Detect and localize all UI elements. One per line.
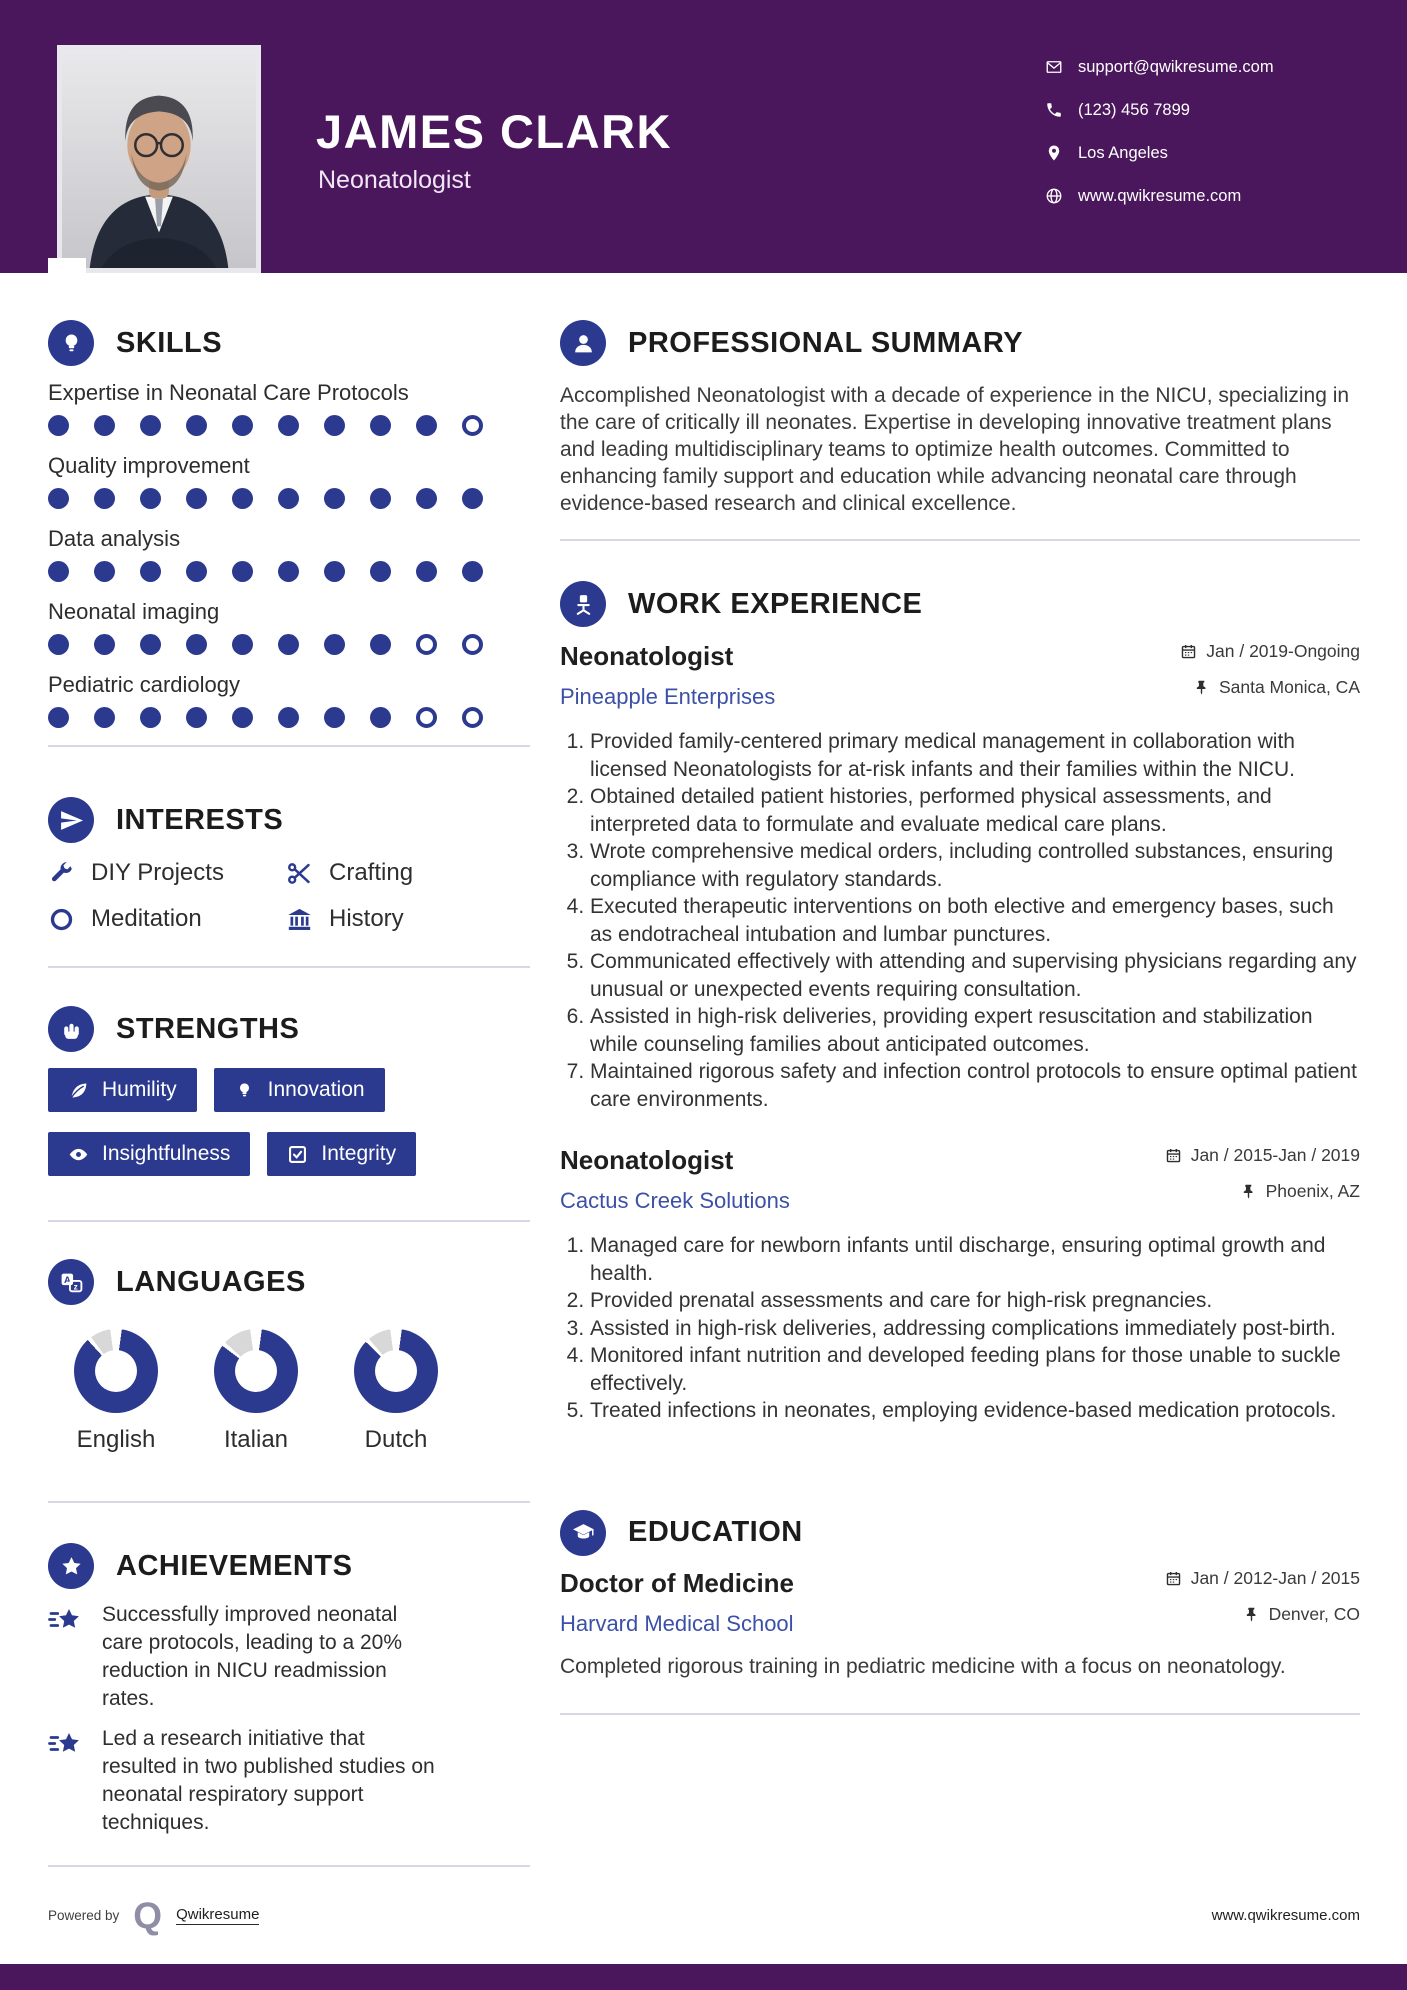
education-heading (560, 1510, 1360, 1556)
job-bullet: 3. Wrote comprehensive medical orders, including controlled substances, ensuring compliance with regulatory standards. (590, 838, 1360, 893)
person-name: JAMES CLARK (316, 105, 672, 158)
skill-rating-dot (324, 634, 345, 655)
shooting-star-icon (48, 1727, 84, 1763)
summary-text: Accomplished Neonatologist with a decade of experience in the NICU, specializing in the care of critically ill neonates. Expertise in developing innovative treatment plans and leading multidisciplinary teams to optimize health outcomes. Committed to enhancing family support and education while advancing neonatal care through evidence-based research and clinical excellence. (560, 384, 1350, 515)
languages-section (48, 1259, 530, 1503)
job-bullet: 3. Assisted in high-risk deliveries, addressing complications immediately post-birth. (590, 1315, 1360, 1343)
skill-rating-dot (94, 488, 115, 509)
skill-label: Neonatal imaging (48, 599, 220, 624)
achievements-list (48, 1601, 530, 1837)
strength-label: Innovation (267, 1078, 365, 1101)
globe-icon (1045, 187, 1063, 205)
jobs-list (560, 641, 1360, 1425)
job-entry (560, 641, 1360, 1113)
strength-label: Insightfulness (102, 1142, 231, 1165)
education-title: EDUCATION (628, 1516, 803, 1548)
pushpin-icon (1193, 679, 1210, 696)
skill-rating-dot (140, 634, 161, 655)
summary-title: PROFESSIONAL SUMMARY (628, 326, 1024, 359)
skill-rating-dot (48, 707, 69, 728)
job-location-text: Phoenix, AZ (1265, 1181, 1360, 1201)
language-label: English (76, 1426, 156, 1453)
profile-photo-illustration (62, 50, 256, 268)
paper-plane-icon (48, 797, 94, 843)
skill-rating-dot (462, 488, 483, 509)
interest-label: Meditation (91, 905, 202, 932)
bottom-accent-bar (0, 1964, 1407, 1990)
job-title: Neonatologist (560, 1145, 734, 1175)
skill-rating (48, 561, 530, 582)
achievement-text: Led a research initiative that resulted in two published studies on neonatal respiratory support techniques. (102, 1727, 435, 1834)
skill-item (48, 672, 530, 728)
strength-badge (48, 1132, 250, 1176)
skills-list (48, 380, 530, 728)
skill-rating-dot (232, 488, 253, 509)
qwikresume-brand-link[interactable]: Qwikresume (176, 1905, 260, 1923)
job-bullet: 1. Managed care for newborn infants until discharge, ensuring optimal growth and health. (590, 1232, 1360, 1287)
circle-icon (48, 906, 75, 933)
skill-rating-dot (140, 415, 161, 436)
school-link[interactable]: Harvard Medical School (560, 1610, 794, 1636)
work-experience-title: WORK EXPERIENCE (628, 587, 923, 620)
job-company-link[interactable]: Cactus Creek Solutions (560, 1188, 790, 1213)
strengths-list (48, 1068, 530, 1176)
skill-rating-dot (416, 415, 437, 436)
language-item (214, 1329, 298, 1454)
language-item (354, 1329, 438, 1454)
job-bullet: 4. Executed therapeutic interventions on both elective and emergency bases, such as endotracheal intubation and lumbar punctures. (590, 893, 1360, 948)
strength-badge (267, 1132, 416, 1176)
job-bullet-list (560, 1232, 1360, 1425)
language-label: Dutch (364, 1426, 428, 1453)
interest-item (48, 902, 286, 936)
job-location-text: Santa Monica, CA (1218, 677, 1360, 697)
email-icon (1045, 58, 1063, 76)
contact-row[interactable] (1045, 185, 1274, 207)
translate-icon (48, 1259, 94, 1305)
strength-badge (48, 1068, 197, 1112)
header-band (0, 0, 1407, 273)
eye-icon (68, 1144, 89, 1165)
skill-rating-dot (278, 415, 299, 436)
education-dates-text: Jan / 2012-Jan / 2015 (1190, 1567, 1360, 1588)
divider (48, 745, 530, 747)
skill-rating-dot (48, 415, 69, 436)
work-experience-section (560, 581, 1360, 1425)
skill-rating-dot (278, 488, 299, 509)
job-location (1165, 1181, 1360, 1202)
interest-label: Crafting (329, 859, 414, 886)
summary-section (560, 320, 1360, 541)
skill-rating-dot (462, 415, 483, 436)
header-notch (48, 258, 86, 274)
divider (48, 1865, 530, 1867)
achievement-item (48, 1601, 530, 1713)
skill-item (48, 599, 530, 655)
skill-rating-dot (324, 415, 345, 436)
languages-list (48, 1329, 530, 1454)
phone-icon (1045, 101, 1063, 119)
skill-item (48, 453, 530, 509)
skill-rating-dot (370, 415, 391, 436)
strengths-title: STRENGTHS (116, 1012, 300, 1045)
skill-rating-dot (370, 707, 391, 728)
interests-list (48, 856, 530, 936)
degree-title: Doctor of Medicine (560, 1567, 795, 1598)
job-title: Neonatologist (560, 641, 734, 671)
skill-label: Expertise in Neonatal Care Protocols (48, 380, 409, 405)
skill-rating-dot (462, 561, 483, 582)
education-location-text: Denver, CO (1268, 1603, 1360, 1624)
contact-row[interactable] (1045, 99, 1274, 121)
job-bullet: 6. Assisted in high-risk deliveries, providing expert resuscitation and stabilization while counseling families about anticipated outcomes. (590, 1003, 1360, 1058)
skill-rating-dot (48, 488, 69, 509)
contact-row[interactable] (1045, 56, 1274, 78)
interests-heading (48, 797, 530, 843)
job-bullet-list (560, 728, 1360, 1113)
job-entry (560, 1145, 1360, 1425)
skill-rating-dot (94, 707, 115, 728)
pushpin-icon (1243, 1606, 1260, 1623)
shooting-star-icon (48, 1603, 84, 1639)
job-company-link[interactable]: Pineapple Enterprises (560, 684, 776, 709)
achievements-title: ACHIEVEMENTS (116, 1549, 353, 1582)
skill-label: Data analysis (48, 526, 181, 551)
achievement-text: Successfully improved neonatal care protocols, leading to a 20% reduction in NICU readmission rates. (102, 1603, 403, 1710)
strength-label: Integrity (321, 1142, 397, 1165)
divider (48, 1501, 530, 1503)
interest-label: History (329, 905, 404, 932)
skill-rating-dot (324, 561, 345, 582)
interest-label: DIY Projects (91, 859, 224, 886)
education-entry (560, 1568, 1360, 1680)
powered-by-label: Powered by (48, 1907, 120, 1923)
skill-rating-dot (232, 707, 253, 728)
work-experience-heading (560, 581, 1360, 627)
donut-hole (95, 1350, 137, 1392)
interests-title: INTERESTS (116, 803, 284, 836)
education-location (1165, 1604, 1360, 1625)
contact-text: (123) 456 7899 (1078, 100, 1190, 119)
donut-hole (375, 1350, 417, 1392)
museum-icon (286, 906, 313, 933)
language-item (74, 1329, 158, 1454)
skill-rating (48, 415, 530, 436)
calendar-icon (1165, 1570, 1182, 1587)
job-bullet: 5. Treated infections in neonates, employing evidence-based medication protocols. (590, 1397, 1360, 1425)
job-dates (1180, 641, 1360, 662)
skill-rating-dot (278, 634, 299, 655)
profile-photo (57, 45, 261, 273)
qwikresume-logo-icon: Q (133, 1894, 163, 1936)
office-chair-icon (560, 581, 606, 627)
skill-rating-dot (278, 561, 299, 582)
interest-item (286, 856, 530, 890)
scissors-icon (286, 860, 313, 887)
language-donut-chart (354, 1329, 438, 1413)
contact-text: support@qwikresume.com (1078, 57, 1274, 76)
divider (48, 966, 530, 968)
skill-rating-dot (94, 634, 115, 655)
job-bullet: 5. Communicated effectively with attending and supervising physicians regarding any unusual or unexpected events requiring consultation. (590, 948, 1360, 1003)
interest-item (48, 856, 286, 890)
language-label: Italian (223, 1426, 289, 1453)
interests-section (48, 797, 530, 968)
skills-heading (48, 320, 530, 366)
education-description: Completed rigorous training in pediatric medicine with a focus on neonatology. (560, 1654, 1286, 1678)
strength-badge (214, 1068, 385, 1112)
skill-rating-dot (416, 561, 437, 582)
skill-rating (48, 634, 530, 655)
divider (560, 1713, 1360, 1715)
contact-block (1045, 56, 1274, 228)
divider (48, 1220, 530, 1222)
languages-title: LANGUAGES (116, 1265, 306, 1298)
wrench-icon (48, 860, 75, 887)
job-dates-text: Jan / 2015-Jan / 2019 (1190, 1145, 1360, 1165)
main-column (560, 273, 1360, 1715)
skill-rating-dot (462, 634, 483, 655)
achievements-heading (48, 1543, 530, 1589)
achievements-section (48, 1543, 530, 1867)
person-icon (560, 320, 606, 366)
person-role: Neonatologist (318, 166, 471, 194)
skill-rating-dot (324, 488, 345, 509)
interest-item (286, 902, 530, 936)
skill-rating-dot (232, 634, 253, 655)
skill-rating-dot (94, 415, 115, 436)
skills-title: SKILLS (116, 326, 223, 359)
summary-heading (560, 320, 1360, 366)
skill-rating-dot (416, 707, 437, 728)
contact-text: Los Angeles (1078, 143, 1168, 162)
contact-row[interactable] (1045, 142, 1274, 164)
pushpin-icon (1240, 1183, 1257, 1200)
skill-item (48, 526, 530, 582)
skill-rating-dot (186, 634, 207, 655)
skill-rating-dot (370, 634, 391, 655)
skill-rating-dot (462, 707, 483, 728)
skill-rating-dot (48, 634, 69, 655)
svg-text:A: A (63, 1274, 71, 1285)
strengths-heading (48, 1006, 530, 1052)
lightbulb-icon (48, 320, 94, 366)
skill-rating (48, 707, 530, 728)
skill-rating-dot (278, 707, 299, 728)
sidebar-column (48, 273, 530, 1867)
calendar-icon (1180, 643, 1197, 660)
skill-rating-dot (232, 561, 253, 582)
location-icon (1045, 144, 1063, 162)
skill-label: Quality improvement (48, 453, 250, 478)
skill-rating-dot (140, 707, 161, 728)
skill-rating-dot (186, 561, 207, 582)
skill-rating-dot (186, 488, 207, 509)
footer (48, 1893, 1360, 1937)
skill-rating-dot (140, 561, 161, 582)
skill-rating-dot (186, 415, 207, 436)
skill-rating-dot (140, 488, 161, 509)
education-section (560, 1510, 1360, 1715)
graduation-cap-icon (560, 1510, 606, 1556)
job-dates (1165, 1145, 1360, 1166)
job-bullet: 2. Obtained detailed patient histories, performed physical assessments, and interpreted data to formulate and evaluate medical care plans. (590, 783, 1360, 838)
skills-section (48, 320, 530, 747)
skill-item (48, 380, 530, 436)
star-icon (48, 1543, 94, 1589)
calendar-icon (1165, 1147, 1182, 1164)
footer-website[interactable]: www.qwikresume.com (1211, 1906, 1360, 1924)
svg-text:z: z (73, 1280, 78, 1291)
divider (560, 539, 1360, 541)
contact-text: www.qwikresume.com (1078, 186, 1242, 205)
fist-icon (48, 1006, 94, 1052)
skill-rating-dot (48, 561, 69, 582)
job-bullet: 1. Provided family-centered primary medical management in collaboration with licensed Neonatologists for at-risk infants and their families within the NICU. (590, 728, 1360, 783)
education-dates (1165, 1568, 1360, 1589)
skill-rating (48, 488, 530, 509)
skill-rating-dot (416, 488, 437, 509)
skill-rating-dot (370, 561, 391, 582)
job-bullet: 2. Provided prenatal assessments and care for high-risk pregnancies. (590, 1287, 1360, 1315)
leaf-icon (68, 1080, 89, 1101)
checksquare-icon (287, 1144, 308, 1165)
skill-rating-dot (94, 561, 115, 582)
skill-rating-dot (416, 634, 437, 655)
language-donut-chart (74, 1329, 158, 1413)
job-bullet: 4. Monitored infant nutrition and developed feeding plans for those unable to suckle effectively. (590, 1342, 1360, 1397)
donut-hole (235, 1350, 277, 1392)
job-dates-text: Jan / 2019-Ongoing (1206, 641, 1360, 661)
bulb-icon (234, 1080, 255, 1101)
languages-heading (48, 1259, 530, 1305)
achievement-item (48, 1725, 530, 1837)
strengths-section (48, 1006, 530, 1222)
job-location (1180, 677, 1360, 698)
skill-rating-dot (186, 707, 207, 728)
language-donut-chart (214, 1329, 298, 1413)
skill-rating-dot (232, 415, 253, 436)
skill-label: Pediatric cardiology (48, 672, 240, 697)
skill-rating-dot (324, 707, 345, 728)
job-bullet: 7. Maintained rigorous safety and infection control protocols to ensure optimal patient care environments. (590, 1058, 1360, 1113)
strength-label: Humility (102, 1078, 177, 1101)
skill-rating-dot (370, 488, 391, 509)
